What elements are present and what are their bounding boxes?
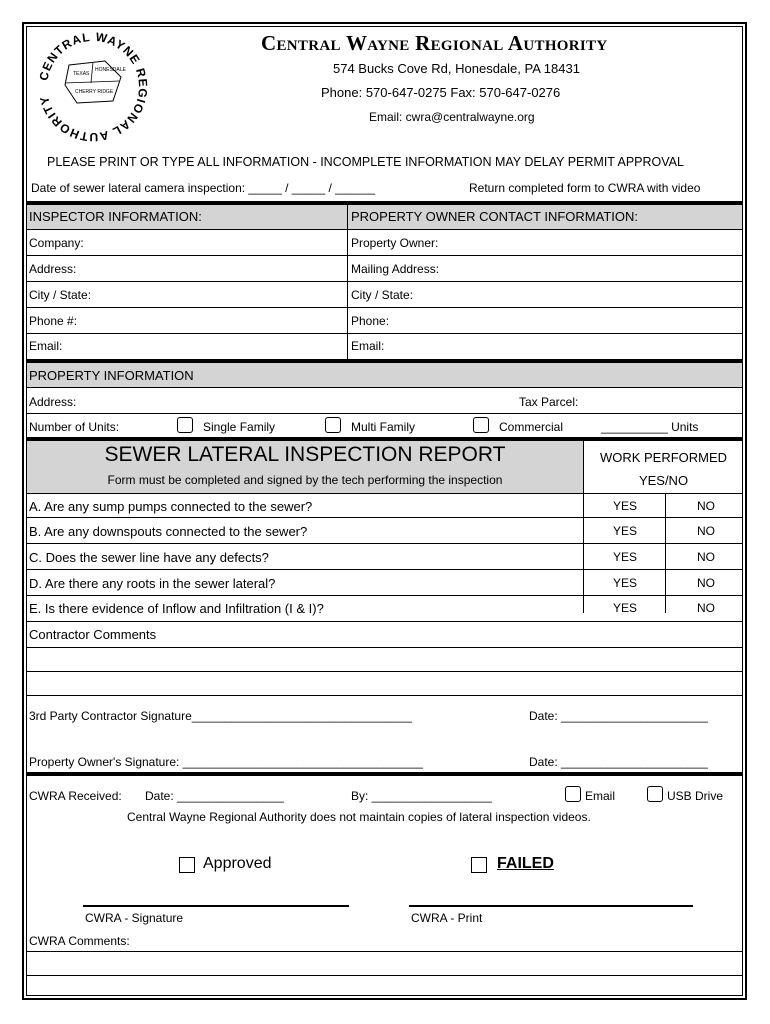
approved-checkbox[interactable] [179, 857, 195, 873]
cwra-print-label[interactable]: CWRA - Print [411, 911, 483, 925]
question-d-yes[interactable]: YES [613, 576, 638, 590]
inspector-heading: INSPECTOR INFORMATION: [29, 209, 202, 224]
inspector-address-field[interactable]: Address: [29, 262, 77, 276]
org-email: Email: cwra@centralwayne.org [369, 110, 535, 124]
owner-heading: PROPERTY OWNER CONTACT INFORMATION: [351, 209, 638, 224]
question-e-yes[interactable]: YES [613, 601, 638, 615]
inspection-date-line[interactable]: Date of sewer lateral camera inspection: _____ / _____ / ______ [31, 181, 376, 195]
form-inner-border [26, 26, 743, 996]
inspector-company-field[interactable]: Company: [29, 236, 84, 250]
owner-city-field[interactable]: City / State: [351, 288, 414, 302]
question-d: D. Are there any roots in the sewer lateral? [29, 576, 276, 591]
return-note: Return completed form to CWRA with video [469, 181, 701, 195]
multi-family-label: Multi Family [351, 420, 416, 434]
commercial-checkbox[interactable] [473, 417, 489, 433]
usb-checkbox[interactable] [647, 786, 663, 802]
question-b-yes[interactable]: YES [613, 524, 638, 538]
inspector-phone-field[interactable]: Phone #: [29, 314, 78, 328]
svg-text:HONESDALE: HONESDALE [95, 67, 126, 73]
approved-label: Approved [203, 855, 272, 872]
org-phone-fax: Phone: 570-647-0275 Fax: 570-647-0276 [321, 85, 561, 100]
cwra-signature-label[interactable]: CWRA - Signature [85, 911, 184, 925]
question-a-yes[interactable]: YES [613, 499, 638, 513]
owner-email-field[interactable]: Email: [351, 339, 385, 353]
question-c-yes[interactable]: YES [613, 550, 638, 564]
cwra-print-rule [409, 905, 693, 907]
question-b: B. Are any downspouts connected to the sewer? [29, 524, 308, 539]
cwra-received-label: CWRA Received: [29, 789, 122, 803]
question-c-no[interactable]: NO [697, 550, 715, 564]
contractor-signature-line[interactable]: 3rd Party Contractor Signature_________________________________ [29, 709, 412, 723]
question-d-no[interactable]: NO [697, 576, 715, 590]
cwra-received-by[interactable]: By: __________________ [351, 789, 492, 803]
units-label: Number of Units: [29, 420, 120, 434]
commercial-label: Commercial [499, 420, 564, 434]
owner-mailing-field[interactable]: Mailing Address: [351, 262, 440, 276]
authority-seal-logo [33, 31, 153, 143]
svg-text:CENTRAL WAYNE REGIONAL AUTHORI: CENTRAL WAYNE REGIONAL AUTHORITY [36, 31, 151, 143]
usb-option-label: USB Drive [667, 789, 724, 803]
owner-signature-line[interactable]: Property Owner's Signature: ____________________________________ [29, 755, 423, 769]
email-checkbox[interactable] [565, 786, 581, 802]
question-c: C. Does the sewer line have any defects? [29, 550, 269, 565]
failed-label: FAILED [497, 855, 554, 872]
video-disclaimer: Central Wayne Regional Authority does not maintain copies of lateral inspection videos. [127, 810, 591, 824]
cwra-received-date[interactable]: Date: ________________ [145, 789, 284, 803]
org-name-title: Central Wayne Regional Authority [261, 31, 608, 55]
question-a: A. Are any sump pumps connected to the sewer? [29, 499, 313, 514]
question-e: E. Is there evidence of Inflow and Infiltration (I & I)? [29, 601, 324, 616]
work-performed-heading: WORK PERFORMED [599, 450, 728, 465]
svg-text:TEXAS: TEXAS [73, 71, 90, 77]
inspector-city-field[interactable]: City / State: [29, 288, 92, 302]
question-e-no[interactable]: NO [697, 601, 715, 615]
failed-checkbox[interactable] [471, 857, 487, 873]
contractor-comments-label: Contractor Comments [29, 627, 157, 642]
yes-no-heading: YES/NO [638, 473, 689, 488]
question-b-no[interactable]: NO [697, 524, 715, 538]
single-family-checkbox[interactable] [177, 417, 193, 433]
cwra-signature-rule [83, 905, 349, 907]
units-count-field[interactable]: __________ Units [601, 420, 699, 434]
contractor-date-line[interactable]: Date: ______________________ [529, 709, 708, 723]
org-address: 574 Bucks Cove Rd, Honesdale, PA 18431 [333, 61, 580, 76]
property-address-field[interactable]: Address: [29, 395, 77, 409]
email-option-label: Email [585, 789, 616, 803]
owner-name-field[interactable]: Property Owner: [351, 236, 439, 250]
report-title: SEWER LATERAL INSPECTION REPORT [104, 443, 506, 466]
property-heading: PROPERTY INFORMATION [29, 368, 194, 383]
multi-family-checkbox[interactable] [325, 417, 341, 433]
report-subtitle: Form must be completed and signed by the tech performing the inspection [107, 473, 503, 487]
owner-date-line[interactable]: Date: ______________________ [529, 755, 708, 769]
tax-parcel-field[interactable]: Tax Parcel: [519, 395, 579, 409]
print-notice: PLEASE PRINT OR TYPE ALL INFORMATION - INCOMPLETE INFORMATION MAY DELAY PERMIT APPROVAL [47, 155, 684, 169]
cwra-comments-label: CWRA Comments: [29, 934, 130, 948]
form-page [22, 22, 747, 1000]
single-family-label: Single Family [203, 420, 276, 434]
svg-text:CHERRY RIDGE: CHERRY RIDGE [75, 89, 114, 95]
inspector-email-field[interactable]: Email: [29, 339, 63, 353]
owner-phone-field[interactable]: Phone: [351, 314, 390, 328]
question-a-no[interactable]: NO [697, 499, 715, 513]
